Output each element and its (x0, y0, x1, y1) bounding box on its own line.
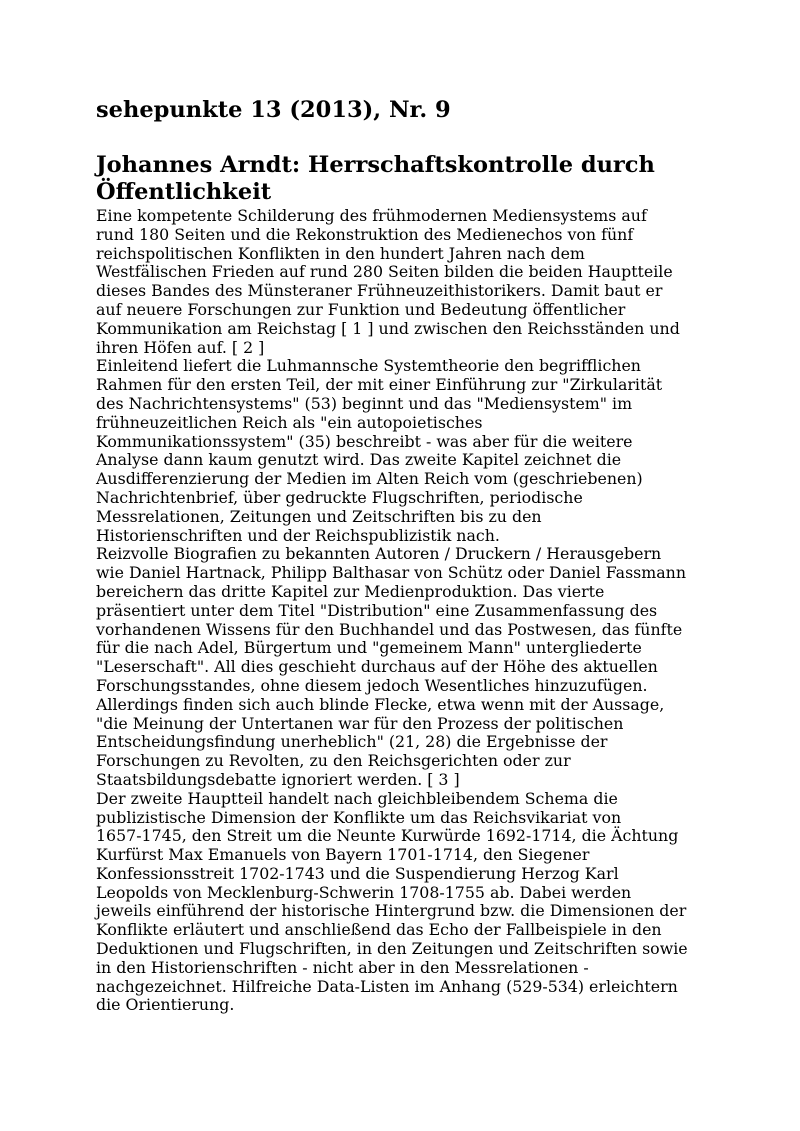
paragraph-line: ihren Höfen auf. [ 2 ] (96, 337, 265, 357)
paragraph-line: vorhandenen Wissens für den Buchhandel und das Postwesen, das fünfte (96, 619, 683, 639)
paragraph-line: Reizvolle Biografien zu bekannten Autoren / Druckern / Herausgebern (96, 544, 662, 564)
paragraph-line: die Orientierung. (96, 995, 235, 1015)
paragraph (96, 790, 710, 1016)
paragraph-line: Einleitend liefert die Luhmannsche Systemtheorie den begrifflichen (96, 356, 641, 376)
journal-title: sehepunkte 13 (2013), Nr. 9 (96, 97, 451, 123)
paragraph (96, 207, 710, 357)
paragraph-line: Rahmen für den ersten Teil, der mit einer Einführung zur "Zirkularität (96, 375, 663, 395)
article-title-line: Johannes Arndt: Herrschaftskontrolle durch (96, 152, 655, 178)
document-page (96, 96, 710, 1015)
article-title-line: Öffentlichkeit (96, 179, 272, 205)
paragraph-line: auf neuere Forschungen zur Funktion und Bedeutung öffentlicher (96, 299, 626, 319)
article-title (96, 152, 710, 206)
paragraph-line: frühneuzeitlichen Reich als "ein autopoietisches (96, 412, 483, 432)
paragraph-line: Deduktionen und Flugschriften, in den Zeitungen und Zeitschriften sowie (96, 939, 688, 959)
paragraph-line: Leopolds von Mecklenburg-Schwerin 1708-1755 ab. Dabei werden (96, 882, 632, 902)
paragraph-line: 1657-1745, den Streit um die Neunte Kurwürde 1692-1714, die Ächtung (96, 826, 679, 846)
paragraph-line: Kommunikation am Reichstag [ 1 ] und zwischen den Reichsständen und (96, 318, 680, 338)
paragraph-line: Messrelationen, Zeitungen und Zeitschriften bis zu den (96, 506, 542, 526)
paragraph-line: in den Historienschriften - nicht aber in den Messrelationen - (96, 957, 589, 977)
paragraph-line: bereichern das dritte Kapitel zur Medienproduktion. Das vierte (96, 581, 605, 601)
paragraph-line: Analyse dann kaum genutzt wird. Das zweite Kapitel zeichnet die (96, 450, 622, 470)
paragraph-line: Forschungsstandes, ohne diesem jedoch Wesentliches hinzuzufügen. (96, 675, 648, 695)
paragraph-line: Konfessionsstreit 1702-1743 und die Suspendierung Herzog Karl (96, 863, 619, 883)
paragraph-line: "Leserschaft". All dies geschieht durchaus auf der Höhe des aktuellen (96, 657, 658, 677)
paragraph-line: Westfälischen Frieden auf rund 280 Seiten bilden die beiden Hauptteile (96, 262, 673, 282)
paragraph-line: Staatsbildungsdebatte ignoriert werden. [ 3 ] (96, 769, 460, 789)
paragraph (96, 545, 710, 789)
paragraph (96, 357, 710, 545)
paragraph-line: Nachrichtenbrief, über gedruckte Flugschriften, periodische (96, 487, 583, 507)
paragraph-line: Kommunikationssystem" (35) beschreibt - was aber für die weitere (96, 431, 633, 451)
article-body (96, 207, 710, 1015)
paragraph-line: "die Meinung der Untertanen war für den Prozess der politischen (96, 713, 624, 733)
paragraph-line: Eine kompetente Schilderung des frühmodernen Mediensystems auf (96, 206, 647, 225)
paragraph-line: Der zweite Hauptteil handelt nach gleichbleibendem Schema die (96, 788, 618, 808)
paragraph-line: Allerdings finden sich auch blinde Flecke, etwa wenn mit der Aussage, (96, 694, 665, 714)
paragraph-line: wie Daniel Hartnack, Philipp Balthasar von Schütz oder Daniel Fassmann (96, 563, 687, 583)
paragraph-line: Historienschriften und der Reichspublizistik nach. (96, 525, 500, 545)
paragraph-line: publizistische Dimension der Konflikte um das Reichsvikariat von (96, 807, 622, 827)
paragraph-line: jeweils einführend der historische Hintergrund bzw. die Dimensionen der (96, 901, 687, 921)
paragraph-line: Ausdifferenzierung der Medien im Alten Reich vom (geschriebenen) (96, 469, 643, 489)
paragraph-line: dieses Bandes des Münsteraner Frühneuzeithistorikers. Damit baut er (96, 281, 663, 301)
paragraph-line: nachgezeichnet. Hilfreiche Data-Listen im Anhang (529-534) erleichtern (96, 976, 678, 996)
paragraph-line: präsentiert unter dem Titel "Distribution" eine Zusammenfassung des (96, 600, 658, 620)
paragraph-line: rund 180 Seiten und die Rekonstruktion des Medienechos von fünf (96, 224, 634, 244)
paragraph-line: reichspolitischen Konflikten in den hundert Jahren nach dem (96, 243, 585, 263)
paragraph-line: für die nach Adel, Bürgertum und "gemeinem Mann" untergliederte (96, 638, 642, 658)
paragraph-line: Konflikte erläutert und anschließend das Echo der Fallbeispiele in den (96, 920, 662, 940)
paragraph-line: Entscheidungsfindung unerheblich" (21, 28) die Ergebnisse der (96, 732, 608, 752)
paragraph-line: Forschungen zu Revolten, zu den Reichsgerichten oder zur (96, 751, 571, 771)
paragraph-line: Kurfürst Max Emanuels von Bayern 1701-1714, den Siegener (96, 845, 590, 865)
paragraph-line: des Nachrichtensystems" (53) beginnt und das "Mediensystem" im (96, 393, 633, 413)
